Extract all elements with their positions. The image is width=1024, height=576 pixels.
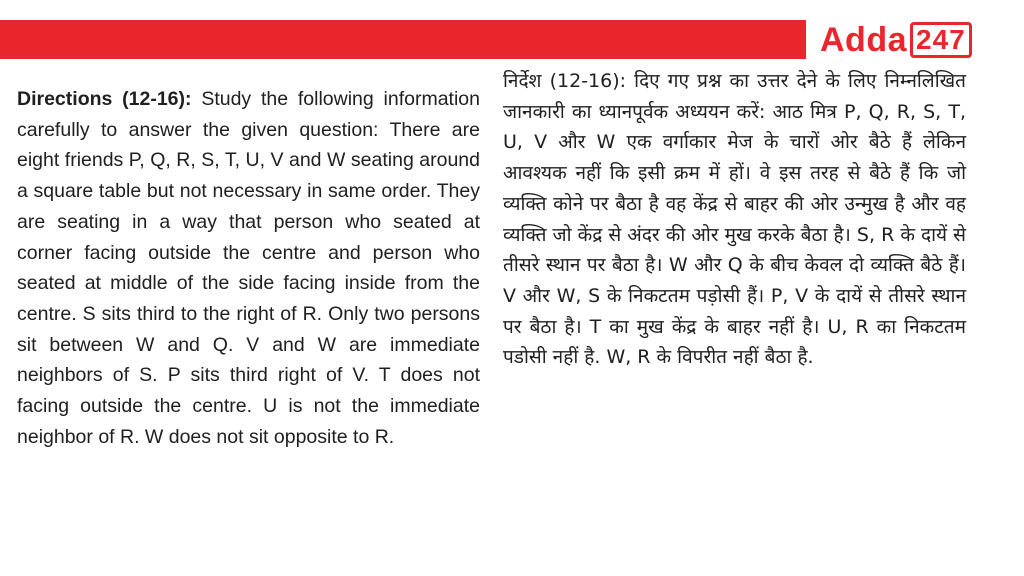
logo-text: Adda [820,21,907,59]
hindi-directions [503,66,966,373]
logo-number-box: 247 [910,22,972,58]
english-directions [17,84,480,452]
directions-text-english: Study the following information carefully to answer the given question: There are eight friends P, Q, R, S, T, U, V and W seating around a square table but not necessary in same order. They are seating in a way that person who seated at corner facing outside the centre and person who seated at middle of the side facing inside from the centre. S sits third to the right of R. Only two persons sit between W and Q. V and W are immediate neighbors of S. P sits third right of V. T does not facing outside the centre. U is not the immediate neighbor of R. W does not sit opposite to R. [17,88,480,448]
header-red-bar [0,20,806,59]
adda247-logo [820,20,972,60]
directions-text-hindi: निर्देश (12-16): दिए गए प्रश्न का उत्तर देने के लिए निम्नलिखित जानकारी का ध्यानपूर्वक अध्ययन करें: आठ मित्र P, Q, R, S, T, U, V और W एक वर्गाकार मेज के चारों ओर बैठे हैं लेकिन आवश्यक नहीं कि इसी क्रम में हों। वे इस तरह से बैठे हैं कि जो व्यक्ति कोने पर बैठा है वह केंद्र से बाहर की ओर उन्मुख है और वह व्यक्ति जो केंद्र से अंदर की ओर मुख करके बैठा है। S, R के दायें से तीसरे स्थान पर बैठा है। W और Q के बीच केवल दो व्यक्ति बैठे हैं। V और W, S के निकटतम पड़ोसी हैं। P, V के दायें से तीसरे स्थान पर बैठा है। T का मुख केंद्र के बाहर नहीं है। U, R का निकटतम पडोसी नहीं है. W, R के विपरीत नहीं बैठा है. [503,70,966,369]
directions-label: Directions (12-16): [17,88,192,110]
